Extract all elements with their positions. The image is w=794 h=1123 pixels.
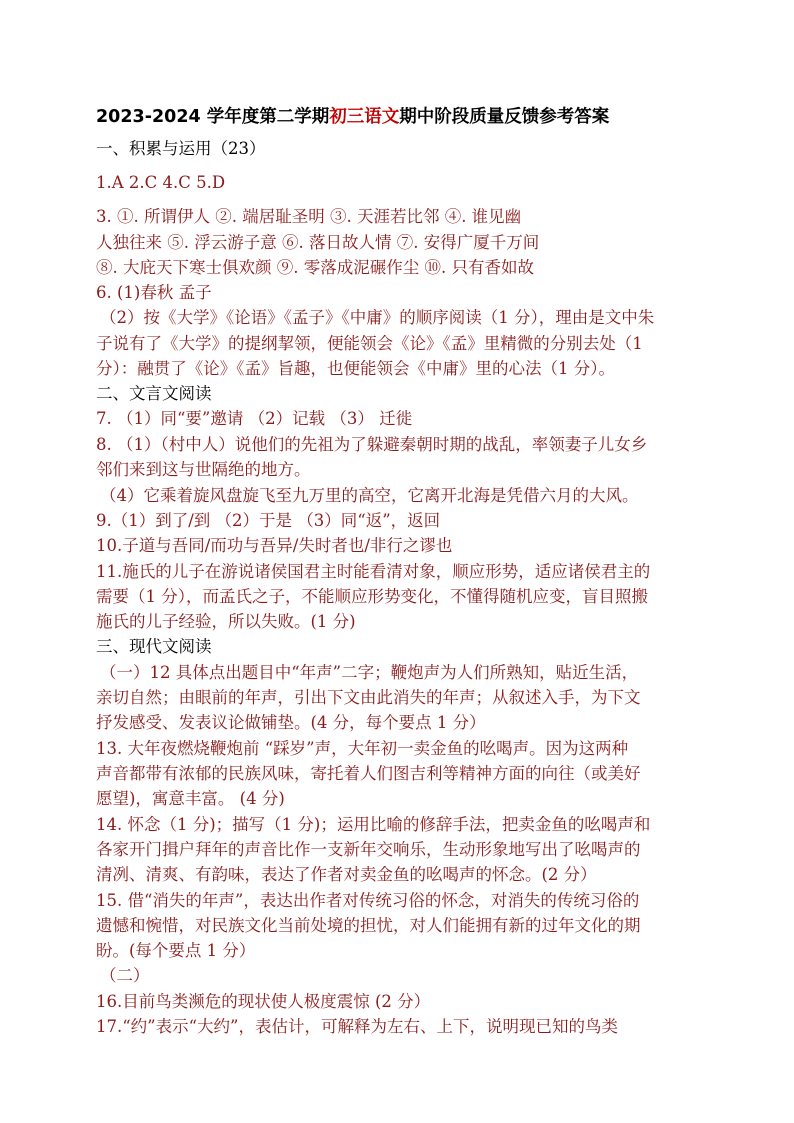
answer-line: 人独往来 ⑤. 浮云游子意 ⑥. 落日故人情 ⑦. 安得广厦千万间: [96, 233, 540, 252]
answer-line: 声音都带有浓郁的民族风味，寄托着人们图吉利等精神方面的向往（或美好: [96, 764, 641, 783]
answer-line: 盼。(每个要点 1 分）: [96, 941, 256, 960]
answer-line: 邻们来到这与世隔绝的地方。: [96, 460, 311, 479]
answer-line: 遗憾和惋惜，对民族文化当前处境的担忧，对人们能拥有新的过年文化的期: [96, 916, 641, 935]
answer-line: ⑧. 大庇天下寒士俱欢颜 ⑨. 零落成泥碾作尘 ⑩. 只有香如故: [96, 258, 534, 277]
answer-line: （一）12 具体点出题目中“年声”二字；鞭炮声为人们所熟知，贴近生活，: [100, 663, 639, 682]
answer-line: 亲切自然；由眼前的年声，引出下文由此消失的年声；从叙述入手，为下文: [96, 688, 641, 707]
answer-line: 分）：融贯了《论》《孟》旨趣，也便能领会《中庸》里的心法（1 分）。: [96, 359, 615, 378]
answer-line: 8. （1）（村中人）说他们的先祖为了躲避秦朝时期的战乱，率领妻子儿女乡: [96, 435, 648, 454]
answer-line: 愿望)，寓意丰富。 (4 分): [96, 789, 285, 808]
answer-line: 清冽、清爽、有韵味，表达了作者对卖金鱼的吆喝声的怀念。(2 分）: [96, 865, 597, 884]
title-prefix: 2023-2024 学年度第二学期: [96, 107, 330, 127]
answer-line: 3. ①. 所谓伊人 ②. 端居耻圣明 ③. 天涯若比邻 ④. 谁见幽: [96, 207, 522, 226]
answer-line: 7. （1）同“要”邀请 （2）记载 （3） 迁徙: [96, 409, 413, 428]
section-heading: 二、文言文阅读: [96, 384, 212, 403]
answer-line: 9.（1）到了/到 （2）于是 （3）同“返”，返回: [96, 511, 441, 530]
answer-line: 施氏的儿子经验，所以失败。(1 分): [96, 612, 356, 631]
answer-line: 抒发感受、发表议论做铺垫。(4 分，每个要点 1 分）: [96, 713, 486, 732]
answer-line: 6. (1)春秋 孟子: [96, 283, 212, 302]
answer-line: 11.施氏的儿子在游说诸侯国君主时能看清对象，顺应形势，适应诸侯君主的: [96, 562, 651, 581]
page-title: [96, 106, 609, 128]
answer-line: 17.“约”表示“大约”，表估计，可解释为左右、上下，说明现已知的鸟类: [96, 1017, 618, 1036]
section-heading: 一、积累与运用（23）: [96, 139, 266, 158]
answer-line: 13. 大年夜燃烧鞭炮前 “踩岁”声，大年初一卖金鱼的吆喝声。因为这两种: [96, 739, 629, 758]
answer-line: （二）: [100, 966, 150, 985]
answer-line: 子说有了《大学》的提纲挈领，便能领会《论》《孟》里精微的分别去处（1: [96, 334, 643, 353]
answer-line: 需要（1 分），而孟氏之子，不能顺应形势变化，不懂得随机应变，盲目照搬: [96, 587, 648, 606]
title-highlight: 初三语文: [329, 107, 400, 127]
answer-line: 14. 怀念（1 分)；描写（1 分)；运用比喻的修辞手法，把卖金鱼的吆喝声和: [96, 815, 651, 834]
answer-line: 16.目前鸟类濒危的现状使人极度震惊 (2 分）: [96, 992, 431, 1011]
answer-line: 15. 借“消失的年声”，表达出作者对传统习俗的怀念，对消失的传统习俗的: [96, 891, 640, 910]
title-suffix: 期中阶段质量反馈参考答案: [399, 107, 610, 127]
answer-line: （4）它乘着旋风盘旋飞至九万里的高空，它离开北海是凭借六月的大风。: [100, 486, 639, 505]
answer-line: 各家开门揖户拜年的声音比作一支新年交响乐，生动形象地写出了吆喝声的: [96, 840, 641, 859]
answer-line: 1.A 2.C 4.C 5.D: [96, 173, 226, 192]
answer-line: 10.子道与吾同/而功与吾异/失时者也/非行之谬也: [96, 536, 453, 555]
section-heading: 三、现代文阅读: [96, 637, 212, 656]
answer-line: （2）按《大学》《论语》《孟子》《中庸》的顺序阅读（1 分），理由是文中朱: [100, 308, 655, 327]
